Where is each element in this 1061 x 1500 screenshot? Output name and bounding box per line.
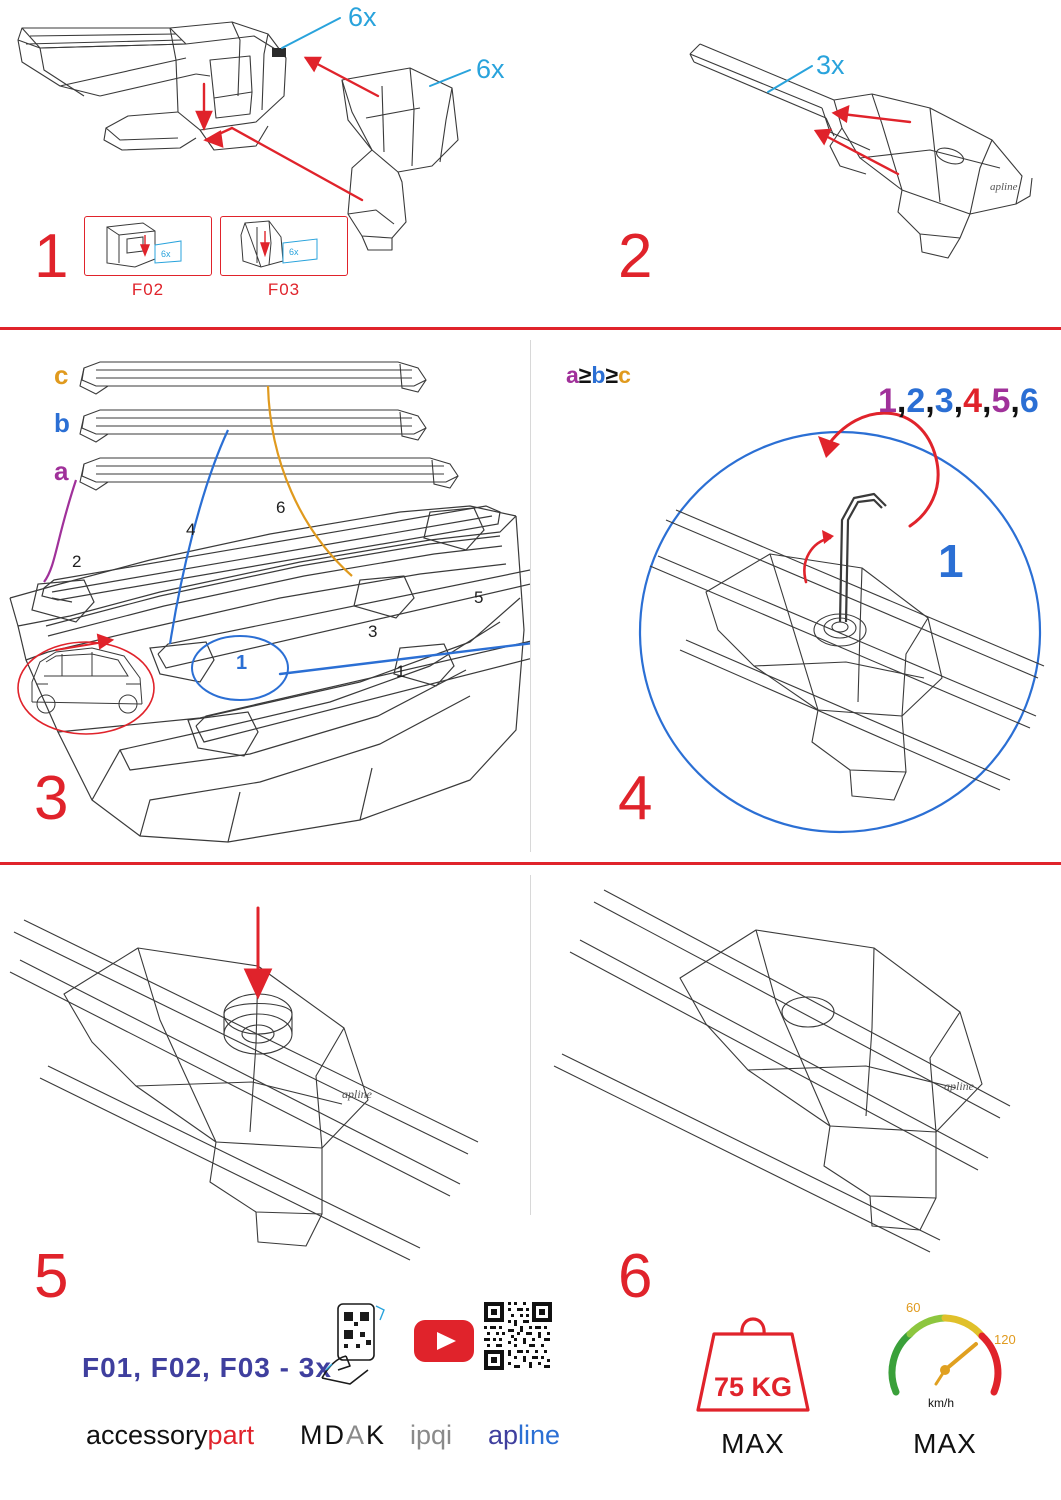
youtube-icon-svg[interactable] [414,1320,474,1364]
step-3-illustration [0,330,530,862]
step-1-callout-a: 6x [348,2,377,32]
svg-text:apline: apline [944,1079,974,1093]
weight-limit-caption: MAX [721,1428,785,1459]
position-number-3: 3 [368,622,378,641]
step-6-number: 6 [618,1242,653,1311]
inequality-c: c [618,362,631,388]
section-divider-2 [0,862,1061,865]
inequality-sign-1: ≥ [578,362,592,388]
step-3-circle-label: 1 [236,652,248,674]
step-1-illustration [0,0,530,327]
seq-4: 4 [963,382,983,420]
brand-accessorypart [86,1420,254,1451]
svg-text:apline: apline [342,1087,372,1101]
seq-5: 5 [991,382,1011,420]
step-3-panel [0,330,530,862]
position-number-6: 6 [276,498,286,517]
brand-ipqi-part1: ipqi [410,1420,453,1450]
brand-mdak [300,1420,386,1451]
bar-letter-a: a [54,456,69,486]
step-4-panel [530,330,1061,862]
position-number-4: 4 [186,520,196,539]
brand-mdak-part3: K [366,1420,387,1450]
brand-apline-part2: line [518,1420,561,1450]
step-4-sequence: 1,2,3,4,5,6 [878,382,1039,420]
step-5-illustration [0,866,530,1266]
step-4-number: 4 [618,764,653,833]
seq-2: 2 [906,382,926,420]
part-box-f03-illustration [221,217,347,275]
step-2-number: 2 [618,222,653,291]
brand-apline-part1: ap [488,1420,519,1450]
qr-code-icon-svg [482,1300,554,1372]
brand-accessorypart-part1: accessory [86,1420,208,1450]
inequality-b: b [591,362,606,388]
part-box-f02 [84,216,212,276]
brand-ipqi [410,1420,452,1451]
brand-mdak-part2: A [346,1420,367,1450]
part-codes-label: F01, F02, F03 - 3x [82,1352,332,1383]
seq-1: 1 [878,382,897,420]
brand-accessorypart-part2: part [207,1420,255,1450]
step-3-number: 3 [34,764,69,833]
position-number-2: 2 [72,552,82,571]
step-5-number: 5 [34,1242,69,1311]
speed-tick-120: 120 [994,1332,1016,1347]
step-6-illustration [530,866,1061,1266]
seq-6: 6 [1019,382,1039,420]
part-box-f03 [220,216,348,276]
part-box-f02-label: F02 [131,280,165,299]
svg-text:6x: 6x [161,249,171,259]
step-2-panel [530,0,1061,327]
inequality-a: a [566,362,579,388]
step-4-circle-label: 1 [938,535,964,587]
youtube-icon[interactable] [414,1320,474,1364]
position-number-5: 5 [474,588,484,607]
step-1-number: 1 [34,222,69,291]
hand-phone-qr-icon [316,1300,394,1388]
brand-mdak-part1: MD [300,1420,346,1450]
bar-letter-c: c [54,360,69,390]
speed-limit-caption: MAX [913,1428,977,1459]
part-box-f03-label: F03 [267,280,301,299]
seq-3: 3 [934,382,954,420]
part-box-f02-illustration [85,217,211,275]
speed-unit-label: km/h [928,1396,955,1410]
hand-phone-qr-icon-svg [316,1300,394,1388]
qr-code-icon [482,1300,554,1372]
svg-text:apline: apline [990,181,1018,193]
bar-letter-b: b [54,408,70,438]
step-2-callout: 3x [816,50,845,80]
step-2-illustration [530,0,1061,327]
step-5-panel [0,866,530,1311]
svg-text:6x: 6x [289,247,299,257]
weight-limit-value: 75 KG [713,1372,793,1402]
step-1-callout-b: 6x [476,54,505,84]
brand-apline [488,1420,560,1451]
step-1-panel [0,0,530,327]
position-number-1: 1 [396,662,406,681]
speed-tick-60: 60 [906,1300,921,1315]
inequality-sign-2: ≥ [605,362,619,388]
